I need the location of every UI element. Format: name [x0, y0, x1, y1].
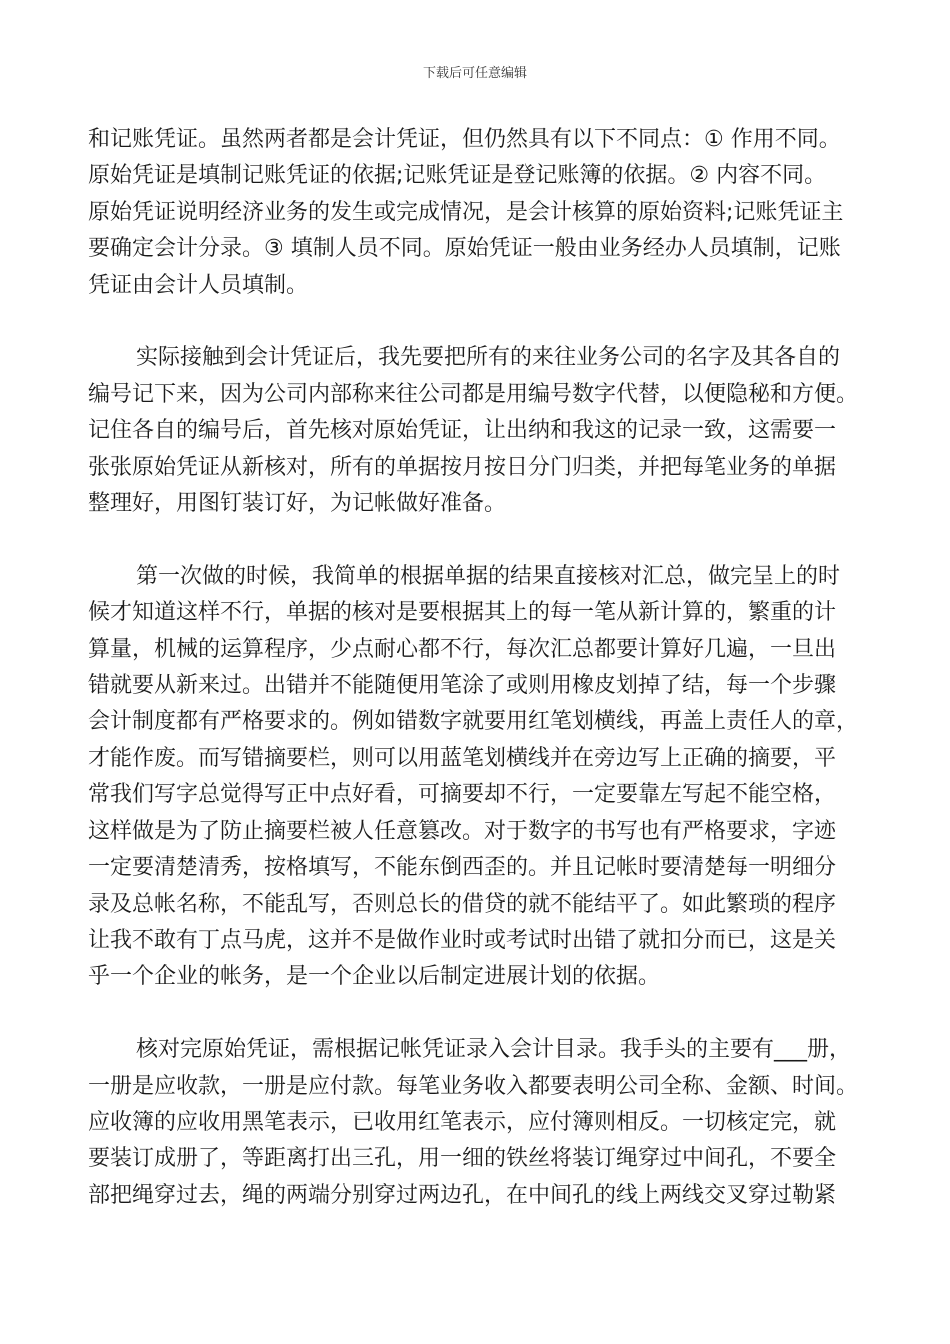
page-header: 下载后可任意编辑: [422, 66, 527, 81]
text-line: 第一次做的时候，我简单的根据单据的结果直接核对汇总，做完呈上的时: [136, 563, 841, 589]
paragraph-2: [88, 340, 860, 522]
text-line: 一册是应收款，一册是应付款。每笔业务收入都要表明公司全称、金额、时间。: [88, 1073, 859, 1099]
text-line: 要装订成册了，等距离打出三孔，用一细的铁丝将装订绳穿过中间孔，不要全: [88, 1146, 837, 1172]
paragraph-4: [88, 1032, 860, 1214]
text-line: 才能作废。而写错摘要栏，则可以用蓝笔划横线并在旁边写上正确的摘要，平: [88, 745, 837, 771]
text-line: 一定要清楚清秀，按格填写，不能东倒西歪的。并且记帐时要清楚每一明细分: [88, 855, 837, 881]
text-line: 录及总帐名称，不能乱写，否则总长的借贷的就不能结平了。如此繁琐的程序: [88, 891, 837, 917]
text-line: 编号记下来，因为公司内部称来往公司都是用编号数字代替，以便隐秘和方便。: [88, 381, 859, 407]
text-line: 候才知道这样不行，单据的核对是要根据其上的每一笔从新计算的，繁重的计: [88, 600, 837, 626]
text-line: 算量，机械的运算程序，少点耐心都不行，每次汇总都要计算好几遍，一旦出: [88, 636, 837, 662]
text-line: 常我们写字总觉得写正中点好看，可摘要却不行，一定要靠左写起不能空格，: [88, 782, 837, 808]
text-line: 张张原始凭证从新核对，所有的单据按月按日分门归类，并把每笔业务的单据: [88, 454, 837, 480]
text-line: 错就要从新来过。出错并不能随便用笔涂了或则用橡皮划掉了结，每一个步骤: [88, 673, 837, 699]
document-body: [88, 122, 860, 1251]
paragraph-3: [88, 559, 860, 996]
text-line: 凭证由会计人员填制。: [88, 272, 309, 298]
text-line: 核对完原始凭证，需根据记帐凭证录入会计目录。我手头的主要有___册，: [136, 1037, 852, 1063]
text-line: 实际接触到会计凭证后，我先要把所有的来往业务公司的名字及其各自的: [136, 345, 841, 371]
text-line: 记住各自的编号后，首先核对原始凭证，让出纳和我这的记录一致，这需要一: [88, 418, 837, 444]
text-line: 乎一个企业的帐务，是一个企业以后制定进展计划的依据。: [88, 964, 661, 990]
text-line: 原始凭证说明经济业务的发生或完成情况，是会计核算的原始资料;记账凭证主: [88, 199, 844, 225]
text-line: 原始凭证是填制记账凭证的依据;记账凭证是登记账簿的依据。② 内容不同。: [88, 163, 827, 189]
paragraph-1: [88, 122, 860, 304]
text-line: 整理好，用图钉装订好，为记帐做好准备。: [88, 491, 507, 517]
text-line: 会计制度都有严格要求的。例如错数字就要用红笔划横线，再盖上责任人的章，: [88, 709, 859, 735]
text-line: 部把绳穿过去，绳的两端分别穿过两边孔，在中间孔的线上两线交叉穿过勒紧: [88, 1182, 837, 1208]
text-line: 应收簿的应收用黑笔表示，已收用红笔表示，应付簿则相反。一切核定完，就: [88, 1109, 837, 1135]
text-line: 和记账凭证。虽然两者都是会计凭证，但仍然具有以下不同点：① 作用不同。: [88, 127, 841, 152]
text-line: 要确定会计分录。③ 填制人员不同。原始凭证一般由业务经办人员填制，记账: [88, 236, 841, 262]
text-line: 让我不敢有丁点马虎，这并不是做作业时或考试时出错了就扣分而已，这是关: [88, 927, 837, 953]
text-line: 这样做是为了防止摘要栏被人任意篡改。对于数字的书写也有严格要求，字迹: [88, 818, 837, 844]
